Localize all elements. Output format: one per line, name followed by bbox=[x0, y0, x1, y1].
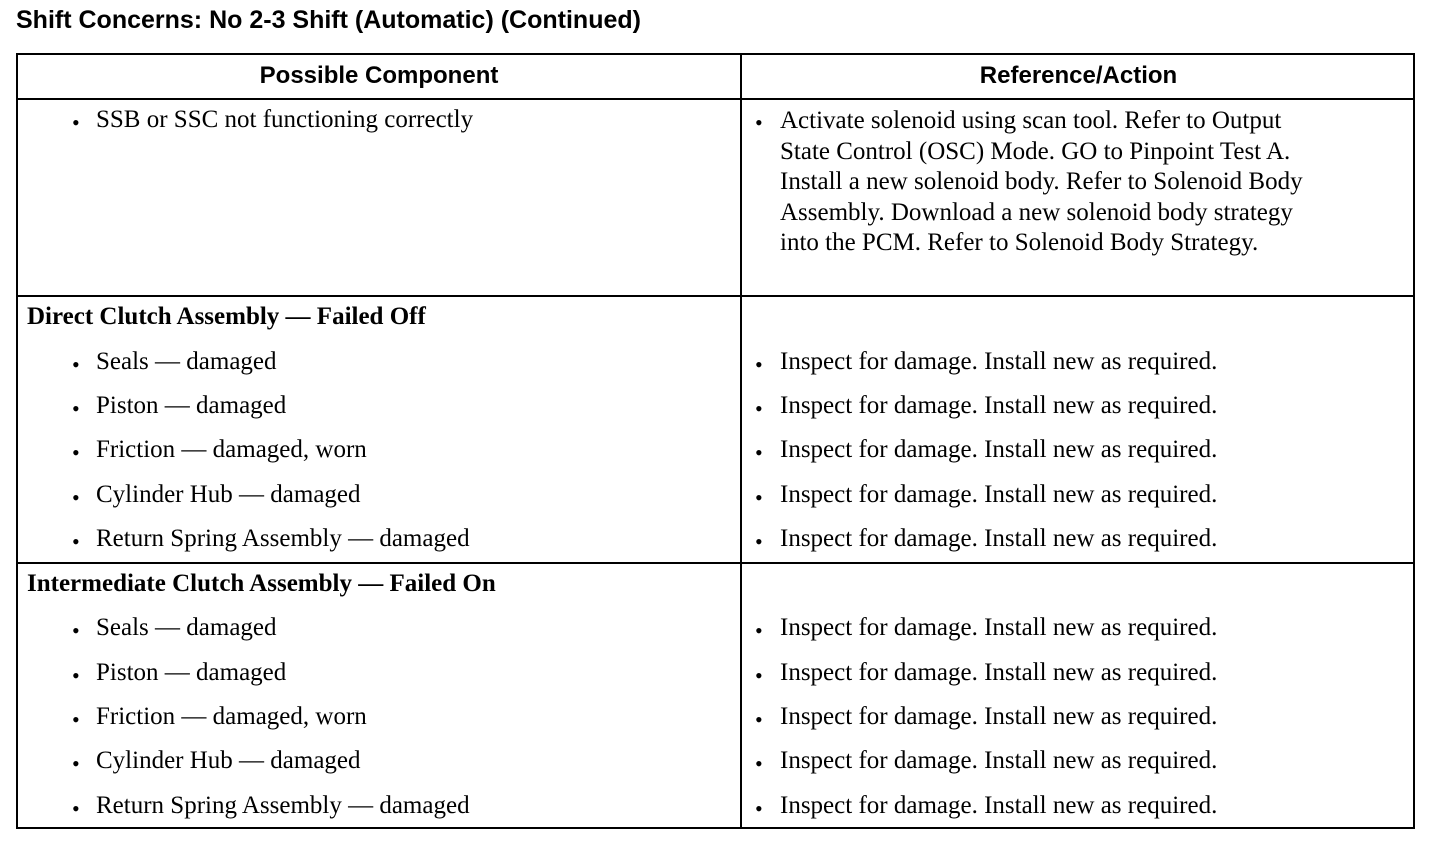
row-divider bbox=[18, 562, 1413, 564]
bullet-marker: • bbox=[755, 352, 763, 377]
bullet-marker: • bbox=[755, 707, 763, 732]
component-text: Seals — damaged bbox=[96, 614, 277, 641]
component-text: Return Spring Assembly — damaged bbox=[96, 792, 470, 819]
bullet-marker: • bbox=[72, 796, 80, 821]
bullet-marker: • bbox=[755, 529, 763, 554]
bullet-marker: • bbox=[755, 110, 763, 135]
bullet-marker: • bbox=[755, 618, 763, 643]
action-paragraph bbox=[780, 106, 1303, 259]
column-header-component: Possible Component bbox=[259, 62, 499, 89]
bullet-marker: • bbox=[72, 707, 80, 732]
action-text: Inspect for damage. Install new as required. bbox=[780, 747, 1218, 774]
action-text: Inspect for damage. Install new as required. bbox=[780, 659, 1218, 686]
action-text: Inspect for damage. Install new as required. bbox=[780, 792, 1218, 819]
component-text: Return Spring Assembly — damaged bbox=[96, 525, 470, 552]
bullet-marker: • bbox=[755, 796, 763, 821]
component-text: Cylinder Hub — damaged bbox=[96, 481, 361, 508]
bullet-marker: • bbox=[755, 440, 763, 465]
action-line: Activate solenoid using scan tool. Refer to Output bbox=[780, 107, 1282, 134]
action-text: Inspect for damage. Install new as required. bbox=[780, 348, 1218, 375]
group-heading: Intermediate Clutch Assembly — Failed On bbox=[27, 570, 496, 597]
bullet-marker: • bbox=[755, 396, 763, 421]
bullet-marker: • bbox=[72, 440, 80, 465]
bullet-marker: • bbox=[72, 485, 80, 510]
bullet-marker: • bbox=[72, 352, 80, 377]
action-text: Inspect for damage. Install new as required. bbox=[780, 392, 1218, 419]
bullet-marker: • bbox=[72, 529, 80, 554]
column-header-action: Reference/Action bbox=[979, 62, 1178, 89]
column-divider bbox=[740, 55, 742, 827]
component-text: Cylinder Hub — damaged bbox=[96, 747, 361, 774]
action-line: into the PCM. Refer to Solenoid Body Strategy. bbox=[780, 229, 1259, 257]
bullet-marker: • bbox=[755, 485, 763, 510]
component-text: Friction — damaged, worn bbox=[96, 436, 367, 463]
bullet-marker: • bbox=[72, 751, 80, 776]
row-divider bbox=[18, 295, 1413, 297]
action-line: Assembly. Download a new solenoid body strategy bbox=[780, 198, 1293, 226]
component-text: Piston — damaged bbox=[96, 659, 287, 686]
bullet-marker: • bbox=[72, 663, 80, 688]
action-text: Inspect for damage. Install new as required. bbox=[780, 614, 1218, 641]
action-line: Install a new solenoid body. Refer to Solenoid Body bbox=[780, 168, 1303, 196]
bullet-marker: • bbox=[72, 110, 80, 135]
bullet-marker: • bbox=[72, 618, 80, 643]
action-text: Inspect for damage. Install new as required. bbox=[780, 481, 1218, 508]
action-text: Inspect for damage. Install new as required. bbox=[780, 525, 1218, 552]
component-text: Seals — damaged bbox=[96, 348, 277, 375]
action-line: State Control (OSC) Mode. GO to Pinpoint Test A. bbox=[780, 137, 1291, 165]
bullet-marker: • bbox=[72, 396, 80, 421]
group-heading: Direct Clutch Assembly — Failed Off bbox=[27, 303, 426, 330]
component-text: Piston — damaged bbox=[96, 392, 287, 419]
bullet-marker: • bbox=[755, 751, 763, 776]
bullet-marker: • bbox=[755, 663, 763, 688]
diagnostic-table bbox=[16, 53, 1415, 829]
action-text: Inspect for damage. Install new as required. bbox=[780, 703, 1218, 730]
action-text: Inspect for damage. Install new as required. bbox=[780, 436, 1218, 463]
page-title: Shift Concerns: No 2-3 Shift (Automatic) (Continued) bbox=[16, 6, 641, 34]
component-text: SSB or SSC not functioning correctly bbox=[96, 106, 474, 133]
header-divider bbox=[18, 98, 1413, 100]
component-text: Friction — damaged, worn bbox=[96, 703, 367, 730]
